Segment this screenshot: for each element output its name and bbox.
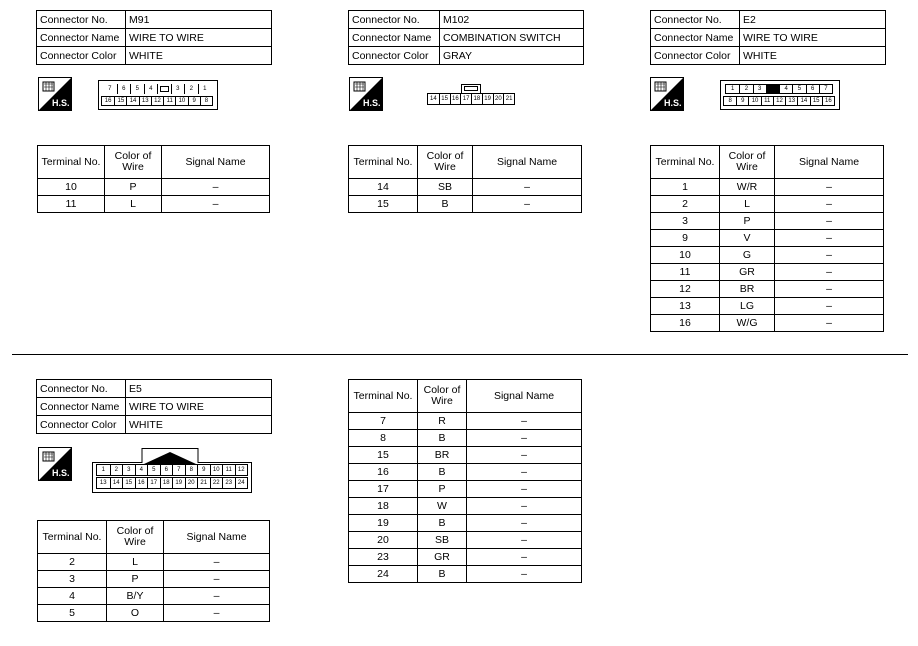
table-row — [651, 247, 884, 264]
table-row — [651, 298, 884, 315]
table-row — [349, 447, 582, 464]
connector-pin: 5 — [792, 85, 805, 93]
terminal-table-e5-continued — [348, 379, 582, 583]
connector-no-value: E2 — [740, 11, 886, 29]
signal-name-cell: – — [775, 230, 884, 247]
table-row — [651, 179, 884, 196]
table-row — [349, 498, 582, 515]
connector-pin: 23 — [222, 478, 235, 488]
connector-pin: 21 — [503, 94, 514, 104]
connector-pin: 14 — [110, 478, 123, 488]
connector-pin: 19 — [172, 478, 185, 488]
connector-pin: 1 — [730, 86, 735, 92]
signal-name-cell: – — [162, 179, 270, 196]
label-connector-color: Connector Color — [37, 47, 126, 65]
connector-pin: 12 — [235, 465, 248, 475]
wire-color-cell: P — [418, 481, 467, 498]
connector-info-e5 — [36, 379, 272, 434]
terminal-no-cell: 8 — [349, 430, 418, 447]
wire-color-cell: L — [107, 554, 164, 571]
wire-color-cell: P — [107, 571, 164, 588]
signal-name-cell: – — [467, 566, 582, 583]
connector-pin: 18 — [471, 94, 482, 104]
terminal-no-cell: 20 — [349, 532, 418, 549]
connector-pin — [157, 84, 171, 94]
terminal-no-cell: 2 — [651, 196, 720, 213]
table-row — [349, 549, 582, 566]
terminal-no-cell: 7 — [349, 413, 418, 430]
table-row — [349, 430, 582, 447]
terminal-no-cell: 10 — [38, 179, 105, 196]
wire-color-cell: B — [418, 430, 467, 447]
connector-pin: 13 — [139, 97, 151, 105]
connector-pin: 7 — [172, 465, 185, 475]
connector-pin: 3 — [122, 465, 135, 475]
connector-pin: 10 — [175, 97, 187, 105]
signal-name-cell: – — [467, 515, 582, 532]
connector-pin: 11 — [222, 465, 235, 475]
connector-color-value: WHITE — [126, 47, 272, 65]
connector-no-value: M91 — [126, 11, 272, 29]
connector-pin: 15 — [439, 94, 450, 104]
header-signal-name: Signal Name — [467, 380, 582, 413]
signal-name-cell: – — [467, 464, 582, 481]
label-connector-no: Connector No. — [37, 11, 126, 29]
connector-pin: 4 — [779, 85, 792, 93]
connector-pin: 13 — [785, 97, 797, 105]
harness-side-icon — [38, 77, 72, 116]
header-signal-name: Signal Name — [162, 146, 270, 179]
signal-name-cell: – — [164, 588, 270, 605]
connector-pin: 17 — [147, 478, 160, 488]
connector-info-m102 — [348, 10, 584, 65]
signal-name-cell: – — [473, 179, 582, 196]
connector-pin: 5 — [130, 84, 144, 94]
wire-color-cell: BR — [418, 447, 467, 464]
connector-name-value: WIRE TO WIRE — [126, 398, 272, 416]
connector-name-value: WIRE TO WIRE — [740, 29, 886, 47]
connector-pin: 8 — [728, 98, 732, 104]
connector-pin: 9 — [197, 465, 210, 475]
wire-color-cell: SB — [418, 179, 473, 196]
connector-pin: 6 — [806, 85, 819, 93]
connector-color-value: GRAY — [440, 47, 584, 65]
connector-pin: 12 — [773, 97, 785, 105]
terminal-no-cell: 4 — [38, 588, 107, 605]
hs-label: H.S. — [52, 98, 70, 108]
signal-name-cell: – — [467, 532, 582, 549]
signal-name-cell: – — [775, 247, 884, 264]
connector-pin: 10 — [210, 465, 223, 475]
wire-color-cell: B — [418, 566, 467, 583]
terminal-no-cell: 16 — [651, 315, 720, 332]
header-color-of-wire: Color of Wire — [418, 146, 473, 179]
connector-pin: 4 — [135, 465, 148, 475]
table-row — [349, 413, 582, 430]
wire-color-cell: P — [720, 213, 775, 230]
terminal-no-cell: 13 — [651, 298, 720, 315]
signal-name-cell: – — [467, 549, 582, 566]
harness-side-icon — [650, 77, 684, 116]
header-terminal-no: Terminal No. — [349, 380, 418, 413]
wire-color-cell: B — [418, 464, 467, 481]
connector-no-value: E5 — [126, 380, 272, 398]
header-terminal-no: Terminal No. — [38, 521, 107, 554]
connector-pin: 1 — [198, 84, 212, 94]
table-row — [651, 281, 884, 298]
terminal-no-cell: 9 — [651, 230, 720, 247]
label-connector-no: Connector No. — [651, 11, 740, 29]
wire-color-cell: GR — [418, 549, 467, 566]
connector-pin: 21 — [197, 478, 210, 488]
connector-name-value: COMBINATION SWITCH — [440, 29, 584, 47]
connector-color-value: WHITE — [740, 47, 886, 65]
connector-pin: 5 — [147, 465, 160, 475]
connector-pin: 16 — [822, 97, 834, 105]
wire-color-cell: W/R — [720, 179, 775, 196]
connector-pin: 20 — [493, 94, 504, 104]
terminal-no-cell: 3 — [38, 571, 107, 588]
header-color-of-wire: Color of Wire — [107, 521, 164, 554]
connector-pin: 15 — [810, 97, 822, 105]
connector-color-value: WHITE — [126, 416, 272, 434]
connector-pin: 4 — [144, 84, 158, 94]
wire-color-cell: B/Y — [107, 588, 164, 605]
table-row — [38, 179, 270, 196]
table-row — [651, 264, 884, 281]
wire-color-cell: L — [105, 196, 162, 213]
terminal-no-cell: 18 — [349, 498, 418, 515]
table-row — [349, 179, 582, 196]
table-row — [349, 196, 582, 213]
wire-color-cell: G — [720, 247, 775, 264]
wire-color-cell: B — [418, 515, 467, 532]
signal-name-cell: – — [775, 315, 884, 332]
svg-text:H.S.: H.S. — [52, 468, 70, 478]
section-divider — [12, 354, 908, 355]
label-connector-name: Connector Name — [37, 398, 126, 416]
signal-name-cell: – — [775, 179, 884, 196]
header-color-of-wire: Color of Wire — [720, 146, 775, 179]
signal-name-cell: – — [467, 430, 582, 447]
table-row — [349, 464, 582, 481]
connector-name-value: WIRE TO WIRE — [126, 29, 272, 47]
connector-info-e2 — [650, 10, 886, 65]
header-color-of-wire: Color of Wire — [105, 146, 162, 179]
signal-name-cell: – — [775, 281, 884, 298]
wire-color-cell: LG — [720, 298, 775, 315]
connector-no-value: M102 — [440, 11, 584, 29]
header-terminal-no: Terminal No. — [38, 146, 105, 179]
connector-pin: 9 — [188, 97, 200, 105]
wire-color-cell: L — [720, 196, 775, 213]
connector-pin: 6 — [160, 465, 173, 475]
signal-name-cell: – — [467, 498, 582, 515]
connector-pin: 2 — [739, 85, 752, 93]
connector-pin: 9 — [736, 97, 748, 105]
connector-info-m91 — [36, 10, 272, 65]
terminal-no-cell: 11 — [38, 196, 105, 213]
connector-pin: 12 — [151, 97, 163, 105]
terminal-no-cell: 3 — [651, 213, 720, 230]
connector-pin: 19 — [482, 94, 493, 104]
terminal-no-cell: 19 — [349, 515, 418, 532]
terminal-table-m102 — [348, 145, 582, 213]
header-terminal-no: Terminal No. — [651, 146, 720, 179]
wire-color-cell: W/G — [720, 315, 775, 332]
terminal-no-cell: 24 — [349, 566, 418, 583]
terminal-no-cell: 14 — [349, 179, 418, 196]
table-row — [349, 566, 582, 583]
harness-side-icon — [349, 77, 383, 116]
signal-name-cell: – — [467, 447, 582, 464]
signal-name-cell: – — [775, 213, 884, 230]
label-connector-name: Connector Name — [37, 29, 126, 47]
table-row — [38, 554, 270, 571]
terminal-no-cell: 12 — [651, 281, 720, 298]
wire-color-cell: B — [418, 196, 473, 213]
table-row — [38, 605, 270, 622]
terminal-no-cell: 5 — [38, 605, 107, 622]
header-color-of-wire: Color of Wire — [418, 380, 467, 413]
connector-pin: 2 — [184, 84, 198, 94]
label-connector-color: Connector Color — [651, 47, 740, 65]
signal-name-cell: – — [775, 298, 884, 315]
connector-pin — [766, 85, 779, 93]
header-terminal-no: Terminal No. — [349, 146, 418, 179]
connector-pin: 15 — [122, 478, 135, 488]
table-row — [38, 571, 270, 588]
table-row — [38, 196, 270, 213]
connector-pin: 11 — [761, 97, 773, 105]
connector-pin: 7 — [108, 86, 112, 92]
connector-pin: 16 — [135, 478, 148, 488]
label-connector-name: Connector Name — [651, 29, 740, 47]
terminal-no-cell: 16 — [349, 464, 418, 481]
svg-text:H.S.: H.S. — [363, 98, 381, 108]
connector-pin: 6 — [117, 84, 131, 94]
terminal-no-cell: 10 — [651, 247, 720, 264]
signal-name-cell: – — [775, 264, 884, 281]
connector-pin: 8 — [200, 97, 212, 105]
wire-color-cell: SB — [418, 532, 467, 549]
connector-pin: 16 — [450, 94, 461, 104]
table-row — [38, 588, 270, 605]
label-connector-name: Connector Name — [349, 29, 440, 47]
label-connector-no: Connector No. — [37, 380, 126, 398]
wire-color-cell: P — [105, 179, 162, 196]
terminal-table-m91 — [37, 145, 270, 213]
table-row — [651, 213, 884, 230]
header-signal-name: Signal Name — [775, 146, 884, 179]
terminal-no-cell: 11 — [651, 264, 720, 281]
terminal-no-cell: 23 — [349, 549, 418, 566]
connector-pin: 7 — [819, 85, 832, 93]
connector-pin: 24 — [235, 478, 248, 488]
connector-pin: 16 — [104, 98, 112, 104]
table-row — [349, 515, 582, 532]
connector-pin: 3 — [171, 84, 185, 94]
wire-color-cell: O — [107, 605, 164, 622]
connector-pin: 18 — [160, 478, 173, 488]
label-connector-no: Connector No. — [349, 11, 440, 29]
connector-face-m91 — [98, 80, 218, 110]
harness-side-icon — [38, 447, 72, 486]
terminal-no-cell: 15 — [349, 447, 418, 464]
connector-face-e5 — [92, 448, 252, 493]
terminal-no-cell: 1 — [651, 179, 720, 196]
terminal-no-cell: 17 — [349, 481, 418, 498]
table-row — [651, 196, 884, 213]
connector-pin: 8 — [185, 465, 198, 475]
signal-name-cell: – — [775, 196, 884, 213]
connector-pin: 13 — [99, 480, 107, 486]
terminal-table-e2 — [650, 145, 884, 332]
signal-name-cell: – — [467, 481, 582, 498]
connector-pin: 14 — [126, 97, 138, 105]
label-connector-color: Connector Color — [349, 47, 440, 65]
table-row — [651, 230, 884, 247]
wire-color-cell: GR — [720, 264, 775, 281]
signal-name-cell: – — [473, 196, 582, 213]
table-row — [349, 532, 582, 549]
wire-color-cell: BR — [720, 281, 775, 298]
connector-pin: 2 — [110, 465, 123, 475]
connector-pin: 11 — [163, 97, 175, 105]
terminal-no-cell: 15 — [349, 196, 418, 213]
signal-name-cell: – — [467, 413, 582, 430]
wire-color-cell: R — [418, 413, 467, 430]
connector-pin: 14 — [430, 96, 437, 102]
connector-pin: 17 — [460, 94, 471, 104]
signal-name-cell: – — [164, 605, 270, 622]
connector-pin: 10 — [748, 97, 760, 105]
connector-pin: 22 — [210, 478, 223, 488]
terminal-no-cell: 2 — [38, 554, 107, 571]
terminal-table-e5 — [37, 520, 270, 622]
connector-pin: 3 — [753, 85, 766, 93]
connector-pin: 1 — [101, 467, 105, 473]
wire-color-cell: V — [720, 230, 775, 247]
table-row — [349, 481, 582, 498]
connector-pin: 20 — [185, 478, 198, 488]
signal-name-cell: – — [164, 571, 270, 588]
svg-text:H.S.: H.S. — [664, 98, 682, 108]
connector-pin: 15 — [114, 97, 126, 105]
header-signal-name: Signal Name — [473, 146, 582, 179]
signal-name-cell: – — [164, 554, 270, 571]
signal-name-cell: – — [162, 196, 270, 213]
label-connector-color: Connector Color — [37, 416, 126, 434]
connector-face-e2 — [720, 80, 840, 110]
header-signal-name: Signal Name — [164, 521, 270, 554]
connector-pin: 14 — [797, 97, 809, 105]
table-row — [651, 315, 884, 332]
connector-face-m102 — [427, 84, 515, 106]
wire-color-cell: W — [418, 498, 467, 515]
